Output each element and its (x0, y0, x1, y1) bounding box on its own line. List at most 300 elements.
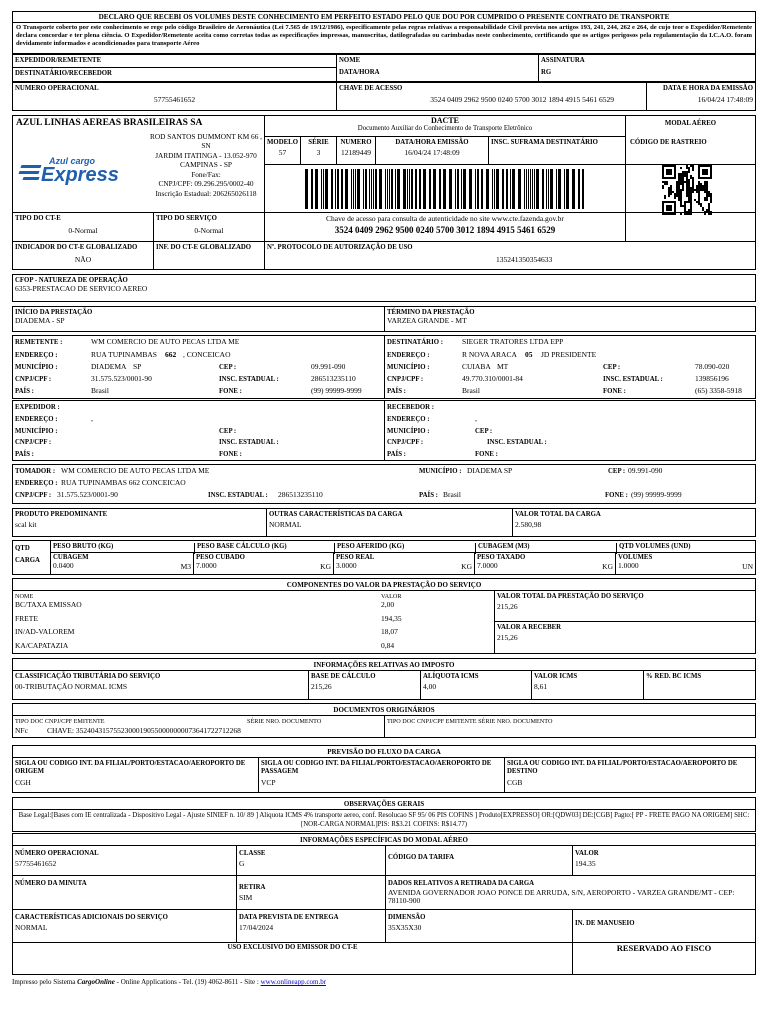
classe-label: CLASSE (239, 850, 266, 857)
tomador-mun-label: MUNICÍPIO : (419, 468, 462, 475)
company-name: AZUL LINHAS AEREAS BRASILEIRAS SA (16, 118, 203, 128)
aliquota-value: 4,00 (423, 681, 437, 691)
barcode-bar (530, 169, 531, 209)
tipo-cte-label: TIPO DO CT-E (15, 215, 61, 222)
chave-value: 3524 0409 2962 9500 0240 5700 3012 1894 4915 5461 6529 (430, 94, 614, 104)
peso-taxado-unit: KG (602, 562, 613, 571)
modal-num-op-label: NÚMERO OPERACIONAL (15, 850, 99, 857)
barcode-bar (481, 169, 483, 209)
access-row (12, 82, 756, 111)
termino-value: VARZEA GRANDE - MT (387, 315, 467, 325)
barcode-bar (518, 169, 521, 209)
componentes-nome-label: NOME (15, 593, 34, 600)
destinatario-ie-value: 139856196 (695, 374, 729, 383)
manuseio-label: IN. DE MANUSEIO (575, 920, 635, 927)
company-phone: Fone/Fax: (191, 169, 221, 179)
recebedor-cnpj-label: CNPJ/CPF : (387, 439, 424, 446)
fluxo-title: PREVISÃO DO FLUXO DA CARGA (13, 746, 755, 758)
destinatario-end-bairro: JD PRESIDENTE (541, 350, 597, 359)
reservado-fisco-label: RESERVADO AO FISCO (616, 943, 712, 953)
barcode-bar (351, 169, 352, 209)
barcode-area (265, 165, 626, 213)
footer-link[interactable]: www.onlineapp.com.br (260, 978, 327, 986)
barcode-bar (415, 169, 417, 209)
indicador-label: INDICADOR DO CT-E GLOBALIZADO (15, 244, 138, 251)
cubagem-value: 0.0400 (53, 560, 74, 570)
destinatario-mun-label: MUNICÍPIO : (387, 364, 430, 371)
documentos-col2: SÉRIE NRO. DOCUMENTO (247, 718, 322, 725)
barcode-bar (449, 169, 452, 209)
retirada-label: DADOS RELATIVOS A RETIRADA DA CARGA (388, 880, 535, 887)
barcode-bar (403, 169, 406, 209)
tipo-servico-value: 0-Normal (194, 225, 224, 235)
barcode-bar (345, 169, 348, 209)
azul-cargo-logo (19, 156, 119, 187)
numero-label: NUMERO (340, 139, 372, 146)
receber-value: 215,26 (497, 632, 518, 642)
qr-area (626, 165, 755, 213)
protocolo-value: 135241350354633 (496, 254, 553, 264)
peso-taxado-value: 7.0000 (477, 560, 498, 570)
exp-rec-row (12, 400, 756, 461)
qtd-volumes-label: QTD VOLUMES (UND) (616, 543, 691, 554)
barcode-bar (556, 169, 557, 209)
destinatario-cep-value: 78.090-020 (695, 362, 730, 371)
tipo-servico-label: TIPO DO SERVIÇO (156, 215, 217, 222)
documentos-title: DOCUMENTOS ORIGINÁRIOS (13, 704, 755, 716)
outras-value: NORMAL (269, 519, 302, 529)
declaration-title: DECLARO QUE RECEBI OS VOLUMES DESTE CONHECIMENTO EM PERFEITO ESTADO PELO QUE DOU POR CUMPRIDO O PRESENTE CONTRATO DE TRANSPORTE (13, 12, 755, 23)
barcode-bar (486, 169, 489, 209)
recebedor-mun-label: MUNICÍPIO : (387, 428, 430, 435)
inicio-value: DIADEMA - SP (15, 315, 65, 325)
origem-label: SIGLA OU CODIGO INT. DA FILIAL/PORTO/ESTACAO/AEROPORTO DE ORIGEM (15, 760, 246, 775)
valor-carga-label: VALOR TOTAL DA CARGA (515, 511, 601, 518)
barcode-bar (536, 169, 539, 209)
serie-label: SÉRIE (308, 139, 329, 146)
company-cnpj: CNPJ/CPF: 09.296.295/0002-40 (158, 179, 254, 189)
peso-cubado-unit: KG (320, 562, 331, 571)
company-city: CAMPINAS - SP (180, 160, 232, 170)
num-op-label: NUMERO OPERACIONAL (15, 85, 99, 92)
expedidor-mun-label: MUNICÍPIO : (15, 428, 58, 435)
barcode-bar (321, 169, 322, 209)
cubagem-m3-label: CUBAGEM (M3) (475, 543, 530, 554)
destinatario-label-2: DESTINATÁRIO : (387, 339, 443, 346)
componente-valor: 194,35 (381, 614, 402, 623)
receber-label: VALOR A RECEBER (497, 624, 562, 631)
carac-label: CARACTERÍSTICAS ADICIONAIS DO SERVIÇO (15, 914, 168, 921)
componente-valor: 0,84 (381, 641, 395, 650)
barcode-bar (534, 169, 535, 209)
datahora-label: DATA/HORA (339, 68, 380, 76)
barcode-bar (423, 169, 426, 209)
barcode-bar (439, 169, 441, 209)
prestacao-row (12, 306, 756, 332)
recebedor-ie-label: INSC. ESTADUAL : (487, 439, 547, 446)
expedidor-cep-label: CEP : (219, 428, 237, 435)
logo-small: Azul cargo (49, 156, 96, 166)
barcode-bar (496, 169, 499, 209)
modal-label: MODAL AÉREO (664, 120, 717, 127)
modelo-label: MODELO (267, 139, 298, 146)
barcode-bar (305, 169, 308, 209)
tomador-end-value: RUA TUPINAMBAS 662 CONCEICAO (61, 478, 186, 487)
num-op-value: 57755461652 (153, 94, 196, 104)
recebedor-pais-label: PAÍS : (387, 451, 406, 458)
tipo-row (12, 213, 756, 242)
expedidor-label-2: EXPEDIDOR : (15, 404, 60, 411)
footer-middle: - Online Applications - Tel. (19) 4062-8611 - Site : (114, 978, 261, 986)
serie-value: 3 (316, 147, 321, 157)
peso-cubado-value: 7.0000 (196, 560, 217, 570)
barcode-bar (564, 169, 565, 209)
produto-row (12, 508, 756, 537)
total-label: VALOR TOTAL DA PRESTAÇÃO DO SERVIÇO (497, 593, 644, 600)
observacoes-title: OBSERVAÇÕES GERAIS (13, 798, 755, 810)
expedidor-box (13, 401, 385, 461)
tomador-ie-label: INSC. ESTADUAL : (208, 492, 268, 499)
expedidor-fone-label: FONE : (219, 451, 242, 458)
componentes-title: COMPONENTES DO VALOR DA PRESTAÇÃO DO SERVIÇO (13, 579, 755, 591)
barcode-bar (395, 169, 396, 209)
company-address (147, 132, 265, 198)
componente-nome: FRETE (15, 614, 38, 623)
remetente-fone-value: (99) 99999-9999 (311, 386, 362, 395)
qtd-label: QTD (15, 545, 30, 552)
barcode-bar (433, 169, 436, 209)
tomador-cep-label: CEP : (608, 468, 626, 475)
modal-block (12, 833, 756, 943)
chave-label: CHAVE DE ACESSO (339, 85, 403, 92)
barcode-bar (323, 169, 324, 209)
destinatario-fone-label: FONE : (603, 388, 626, 395)
barcode-bar (461, 169, 462, 209)
remetente-label: REMETENTE : (15, 339, 63, 346)
destinatario-pais-value: Brasil (462, 386, 480, 395)
tomador-box (12, 464, 756, 504)
remetente-cep-label: CEP : (219, 364, 237, 371)
tomador-name: WM COMERCIO DE AUTO PECAS LTDA ME (61, 466, 210, 475)
entrega-label: DATA PREVISTA DE ENTREGA (239, 914, 339, 921)
destinatario-cep-label: CEP : (603, 364, 621, 371)
minuta-label: NÚMERO DA MINUTA (15, 880, 87, 887)
modal-valor-value: 194.35 (575, 858, 596, 868)
barcode-bar (325, 169, 328, 209)
expedidor-ie-label: INSC. ESTADUAL : (219, 439, 279, 446)
barcode (305, 169, 585, 209)
remetente-end-num: 662 (165, 350, 177, 359)
componente-nome: IN/AD-VALOREM (15, 627, 75, 636)
uso-block (12, 943, 756, 975)
recebedor-end-label: ENDEREÇO : (387, 416, 430, 423)
destinatario-fone-value: (65) 3358-5918 (695, 386, 742, 395)
barcode-bar (558, 169, 561, 209)
barcode-bar (411, 169, 413, 209)
barcode-bar (365, 169, 367, 209)
barcode-bar (385, 169, 386, 209)
componente-nome: BC/TAXA EMISSAO (15, 600, 82, 609)
barcode-bar (566, 169, 569, 209)
barcode-bar (542, 169, 544, 209)
barcode-bar (331, 169, 333, 209)
barcode-bar (379, 169, 382, 209)
barcode-bar (335, 169, 336, 209)
expedidor-pais-label: PAÍS : (15, 451, 34, 458)
barcode-bar (455, 169, 456, 209)
total-value: 215,26 (497, 601, 518, 611)
remetente-cnpj-label: CNPJ/CPF : (15, 376, 52, 383)
barcode-bar (409, 169, 410, 209)
imposto-title: INFORMAÇÕES RELATIVAS AO IMPOSTO (13, 659, 755, 671)
remetente-mun-uf: SP (133, 362, 142, 371)
componentes-block (12, 578, 756, 654)
destinatario-end-label: ENDEREÇO : (387, 352, 430, 359)
componente-row (13, 613, 495, 627)
footer-system: CargoOnline (77, 978, 115, 986)
chave-caption: Chave de acesso para consulta de autenticidade no site www.cte.fazenda.gov.br (326, 214, 564, 223)
footer-prefix: Impresso pelo Sistema (12, 978, 78, 986)
barcode-bar (510, 169, 511, 209)
tomador-pais-value: Brasil (443, 490, 461, 499)
barcode-bar (512, 169, 515, 209)
indicador-row (12, 242, 756, 270)
valor-icms-label: VALOR ICMS (534, 673, 578, 680)
destinatario-cnpj-label: CNPJ/CPF : (387, 376, 424, 383)
numero-value: 12189449 (341, 147, 371, 157)
barcode-bar (524, 169, 525, 209)
destino-value: CGB (507, 777, 523, 787)
modal-num-op-value: 57755461652 (15, 858, 57, 868)
imposto-block (12, 658, 756, 700)
remetente-name: WM COMERCIO DE AUTO PECAS LTDA ME (91, 337, 240, 346)
logo-stripe-icon (20, 165, 41, 168)
base-calculo-label: BASE DE CÁLCULO (311, 673, 376, 680)
inf-global-label: INF. DO CT-E GLOBALIZADO (156, 244, 252, 251)
produto-value: scal kit (15, 519, 37, 529)
dimensao-value: 35X35X30 (388, 922, 422, 932)
dimensao-label: DIMENSÃO (388, 914, 426, 921)
volumes-unit: UN (742, 562, 753, 571)
valor-carga-value: 2.580,98 (515, 519, 542, 529)
destinatario-box (385, 336, 755, 399)
tomador-cep-value: 09.991-090 (628, 466, 663, 475)
componente-row (13, 627, 495, 641)
inicio-label: INÍCIO DA PRESTAÇÃO (15, 309, 93, 316)
cfop-value: 6353-PRESTACAO DE SERVICO AEREO (15, 283, 148, 293)
barcode-bar (373, 169, 374, 209)
classificacao-value: 00-TRIBUTAÇÃO NORMAL ICMS (15, 681, 128, 691)
modelo-row (265, 137, 626, 165)
destinatario-mun-uf: MT (497, 362, 509, 371)
barcode-bar (443, 169, 446, 209)
componente-valor: 2,00 (381, 600, 395, 609)
barcode-bar (578, 169, 580, 209)
componente-nome: KA/CAPATAZIA (15, 641, 69, 650)
data-emissao-label-2: DATA/HORA EMISSÃO (395, 139, 469, 146)
barcode-bar (341, 169, 343, 209)
carga-label: CARGA (15, 556, 40, 564)
tomador-mun-value: DIADEMA SP (467, 466, 513, 475)
produto-label: PRODUTO PREDOMINANTE (15, 511, 108, 518)
barcode-bar (353, 169, 354, 209)
valor-icms-value: 8,61 (534, 681, 548, 691)
tomador-cnpj-label: CNPJ/CPF : (15, 492, 52, 499)
peso-bruto-label: PESO BRUTO (KG) (53, 543, 114, 550)
rg-label: RG (541, 68, 552, 76)
termino-label: TÉRMINO DA PRESTAÇÃO (387, 309, 475, 316)
observacoes-text: Base Legal:[Bases com IE centralizada - Dispositivo Legal - Ajuste SINIEF n. 10/ 89 ] Aliquota ICMS 4% transporte aereo, conf. Resolucao SF 95/ 06 PIS COFINS ] Produto[EXPRESSO] OR:[QDW03] DE:[CGB] Pagto:[ PP - FRETE PAGO NA ORIGEM] SHC:[NOR-CARGA NORMAL]PIS: R$3.21 COFINS: R$14.77) (18, 812, 750, 828)
remetente-mun-label: MUNICÍPIO : (15, 364, 58, 371)
tomador-fone-value: (99) 99999-9999 (631, 490, 682, 499)
passagem-value: VCP (261, 777, 276, 787)
expedidor-end-label: ENDEREÇO : (15, 416, 58, 423)
company-address1: ROD SANTOS DUMMONT KM 66 , SN (149, 132, 263, 151)
modal-title: INFORMAÇÕES ESPECÍFICAS DO MODAL AÉREO (13, 834, 755, 846)
componentes-valor-label: VALOR (381, 593, 402, 600)
remetente-mun-value: DIADEMA (91, 362, 127, 371)
componente-row (13, 601, 495, 613)
barcode-bar (550, 169, 553, 209)
retira-label: RETIRA (239, 884, 266, 891)
remetente-ie-label: INSC. ESTADUAL : (219, 376, 279, 383)
base-calculo-value: 215,26 (311, 681, 332, 691)
remetente-fone-label: FONE : (219, 388, 242, 395)
classe-value: G (239, 858, 245, 868)
modal-valor-label: VALOR (575, 850, 599, 857)
remetente-cep-value: 09.991-090 (311, 362, 346, 371)
barcode-bar (477, 169, 479, 209)
recebedor-end-value: , (475, 414, 477, 423)
barcode-bar (526, 169, 527, 209)
expedidor-cnpj-label: CNPJ/CPF : (15, 439, 52, 446)
classificacao-label: CLASSIFICAÇÃO TRIBUTÁRIA DO SERVIÇO (15, 673, 161, 680)
outras-label: OUTRAS CARACTERÍSTICAS DA CARGA (269, 511, 403, 518)
barcode-bar (315, 169, 318, 209)
barcode-bar (492, 169, 493, 209)
destinatario-label: DESTINATÁRIO/RECEBEDOR (15, 70, 112, 77)
destinatario-end-value: R NOVA ARACA (462, 350, 517, 359)
barcode-bar (572, 169, 575, 209)
chave-bold-value: 3524 0409 2962 9500 0240 5700 3012 1894 4915 5461 6529 (334, 224, 556, 235)
documento-chave: CHAVE: 35240431575523000190550000000073641722712268 (47, 726, 241, 735)
tomador-end-label: ENDEREÇO : (15, 480, 58, 487)
barcode-bar (363, 169, 364, 209)
barcode-bar (389, 169, 390, 209)
remetente-ie-value: 286513235110 (311, 374, 356, 383)
recebedor-fone-label: FONE : (475, 451, 498, 458)
barcode-bar (463, 169, 466, 209)
barcode-bar (357, 169, 360, 209)
barcode-bar (494, 169, 495, 209)
barcode-bar (528, 169, 529, 209)
documentos-col3: TIPO DOC CNPJ/CPF EMITENTE SÉRIE NRO. DOCUMENTO (387, 718, 553, 725)
remetente-end-bairro: , CONCEICAO (183, 350, 231, 359)
data-emissao-value: 16/04/24 17:48:09 (697, 94, 753, 104)
nome-label: NOME (339, 57, 361, 64)
remetente-pais-value: Brasil (91, 386, 109, 395)
barcode-bar (355, 169, 356, 209)
declaration-body: O Transporte coberto por este conhecimento se rege pelo código Brasileiro de Aeronáutica (Lei 7.565 de 19/12/1986), especificamente pelas regras relativas a responsabilidade Civil prevista nos artigos 193, 241, 244, 262 e 264, de cujo teor o Expedidor/Remetente declara concordar e ter plena ciência. O Expedidor/Remetente aceita como corretas todas as especificações impressas, manuscritas, datilografadas ou carimbadas neste conhecimento, certificando que os artigos perigosos pela regulamentação da I.C.A.O. foram devidamente informados e acondicionados para transporte Aéreo (16, 24, 752, 48)
destinatario-pais-label: PAÍS : (387, 388, 406, 395)
logo-big: Express (41, 164, 119, 187)
tipo-cte-value: 0-Normal (68, 225, 98, 235)
barcode-bar (532, 169, 533, 209)
red-bc-label: % RED. BC ICMS (646, 673, 702, 680)
barcode-bar (375, 169, 377, 209)
peso-real-value: 3.0000 (336, 560, 357, 570)
entrega-value: 17/04/2024 (239, 922, 274, 932)
barcode-bar (548, 169, 549, 209)
carac-value: NORMAL (15, 922, 48, 932)
remetente-pais-label: PAÍS : (15, 388, 34, 395)
peso-real-unit: KG (461, 562, 472, 571)
barcode-bar (469, 169, 472, 209)
footer (12, 978, 326, 986)
cubagem-unit: M3 (180, 562, 191, 571)
assinatura-label: ASSINATURA (541, 57, 585, 64)
tomador-pais-label: PAÍS : (419, 492, 438, 499)
tarifa-label: CÓDIGO DA TARIFA (388, 854, 455, 861)
receipt-row (12, 54, 756, 82)
data-emissao-value-2: 16/04/24 17:48:09 (404, 147, 460, 157)
barcode-bar (397, 169, 400, 209)
barcode-bar (369, 169, 370, 209)
barcode-bar (582, 169, 584, 209)
aliquota-label: ALÍQUOTA ICMS (423, 673, 479, 680)
componente-row (13, 641, 495, 655)
volumes-label: VOLUMES (618, 554, 653, 561)
barcode-bar (311, 169, 313, 209)
destinatario-end-num: 05 (525, 350, 533, 359)
remetente-end-value: RUA TUPINAMBAS (91, 350, 157, 359)
recebedor-label: RECEBEDOR : (387, 404, 435, 411)
cubagem-label: CUBAGEM (53, 554, 89, 561)
origem-value: CGH (15, 777, 31, 787)
company-address2: JARDIM ITATINGA - 13.052-970 (155, 150, 257, 160)
rastreio-label: CÓDIGO DE RASTREIO (630, 139, 707, 146)
peso-real-label: PESO REAL (336, 554, 375, 561)
peso-base-label: PESO BASE CÁLCULO (KG) (194, 543, 287, 554)
tomador-cnpj-value: 31.575.523/0001-90 (57, 490, 118, 499)
dacte-subtitle: Documento Auxiliar do Conhecimento de Transporte Eletrônico (357, 125, 533, 133)
barcode-bar (407, 169, 408, 209)
cfop-row (12, 274, 756, 302)
destinatario-ie-label: INSC. ESTADUAL : (603, 376, 663, 383)
barcode-bar (502, 169, 504, 209)
barcode-bar (429, 169, 431, 209)
destino-label: SIGLA OU CODIGO INT. DA FILIAL/PORTO/ESTACAO/AEROPORTO DE DESTINO (507, 760, 738, 775)
retirada-value: AVENIDA GOVERNADOR JOAO PONCE DE ARRUDA, S/N, AEROPORTO - VARZEA GRANDE/MT - CEP: 78110-900 (388, 887, 735, 906)
tomador-ie-value: 286513235110 (278, 490, 323, 499)
barcode-bar (337, 169, 339, 209)
passagem-label: SIGLA OU CODIGO INT. DA FILIAL/PORTO/ESTACAO/AEROPORTO DE PASSAGEM (261, 760, 492, 775)
volumes-value: 1.0000 (618, 560, 639, 570)
documentos-block (12, 703, 756, 738)
suframa-label: INSC. SUFRAMA DESTINATÁRIO (491, 139, 598, 146)
expedidor-end-value: , (91, 414, 93, 423)
remetente-cnpj-value: 31.575.523/0001-90 (91, 374, 152, 383)
barcode-bar (391, 169, 393, 209)
barcode-bar (371, 169, 372, 209)
barcode-bar (457, 169, 459, 209)
fluxo-block (12, 745, 756, 793)
destinatario-name: SIEGER TRATORES LTDA EPP (462, 337, 564, 346)
observacoes-block (12, 797, 756, 832)
data-emissao-label: DATA E HORA DA EMISSÃO (662, 85, 753, 92)
retira-value: SIM (239, 892, 253, 902)
expedidor-label: EXPEDIDOR/REMETENTE (15, 57, 102, 64)
